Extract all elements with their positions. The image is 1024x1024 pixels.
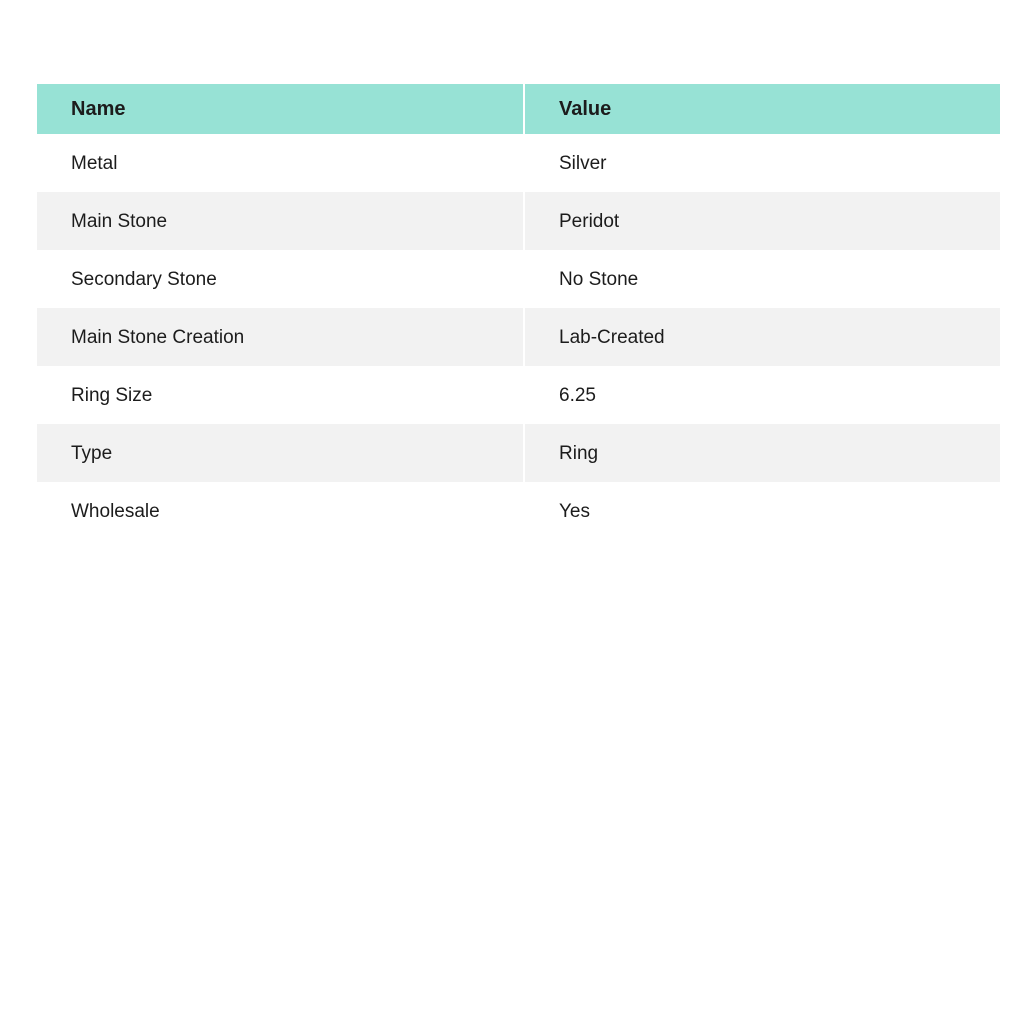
table-header-row — [37, 84, 1000, 134]
attribute-value: No Stone — [525, 250, 1000, 308]
attribute-name: Wholesale — [37, 482, 523, 540]
product-attributes-table — [37, 84, 1000, 540]
attribute-name: Secondary Stone — [37, 250, 523, 308]
column-header-name: Name — [37, 84, 523, 134]
attribute-value: Peridot — [525, 192, 1000, 250]
attribute-value: Ring — [525, 424, 1000, 482]
attribute-value: 6.25 — [525, 366, 1000, 424]
table-row — [37, 482, 1000, 540]
table-row — [37, 308, 1000, 366]
attribute-name: Main Stone Creation — [37, 308, 523, 366]
table-row — [37, 250, 1000, 308]
table-row — [37, 192, 1000, 250]
attribute-name: Type — [37, 424, 523, 482]
attribute-value: Silver — [525, 134, 1000, 192]
table-row — [37, 134, 1000, 192]
table-row — [37, 366, 1000, 424]
attribute-name: Main Stone — [37, 192, 523, 250]
attribute-name: Metal — [37, 134, 523, 192]
attribute-name: Ring Size — [37, 366, 523, 424]
attribute-value: Yes — [525, 482, 1000, 540]
table-row — [37, 424, 1000, 482]
column-header-value: Value — [525, 84, 1000, 134]
attribute-value: Lab-Created — [525, 308, 1000, 366]
